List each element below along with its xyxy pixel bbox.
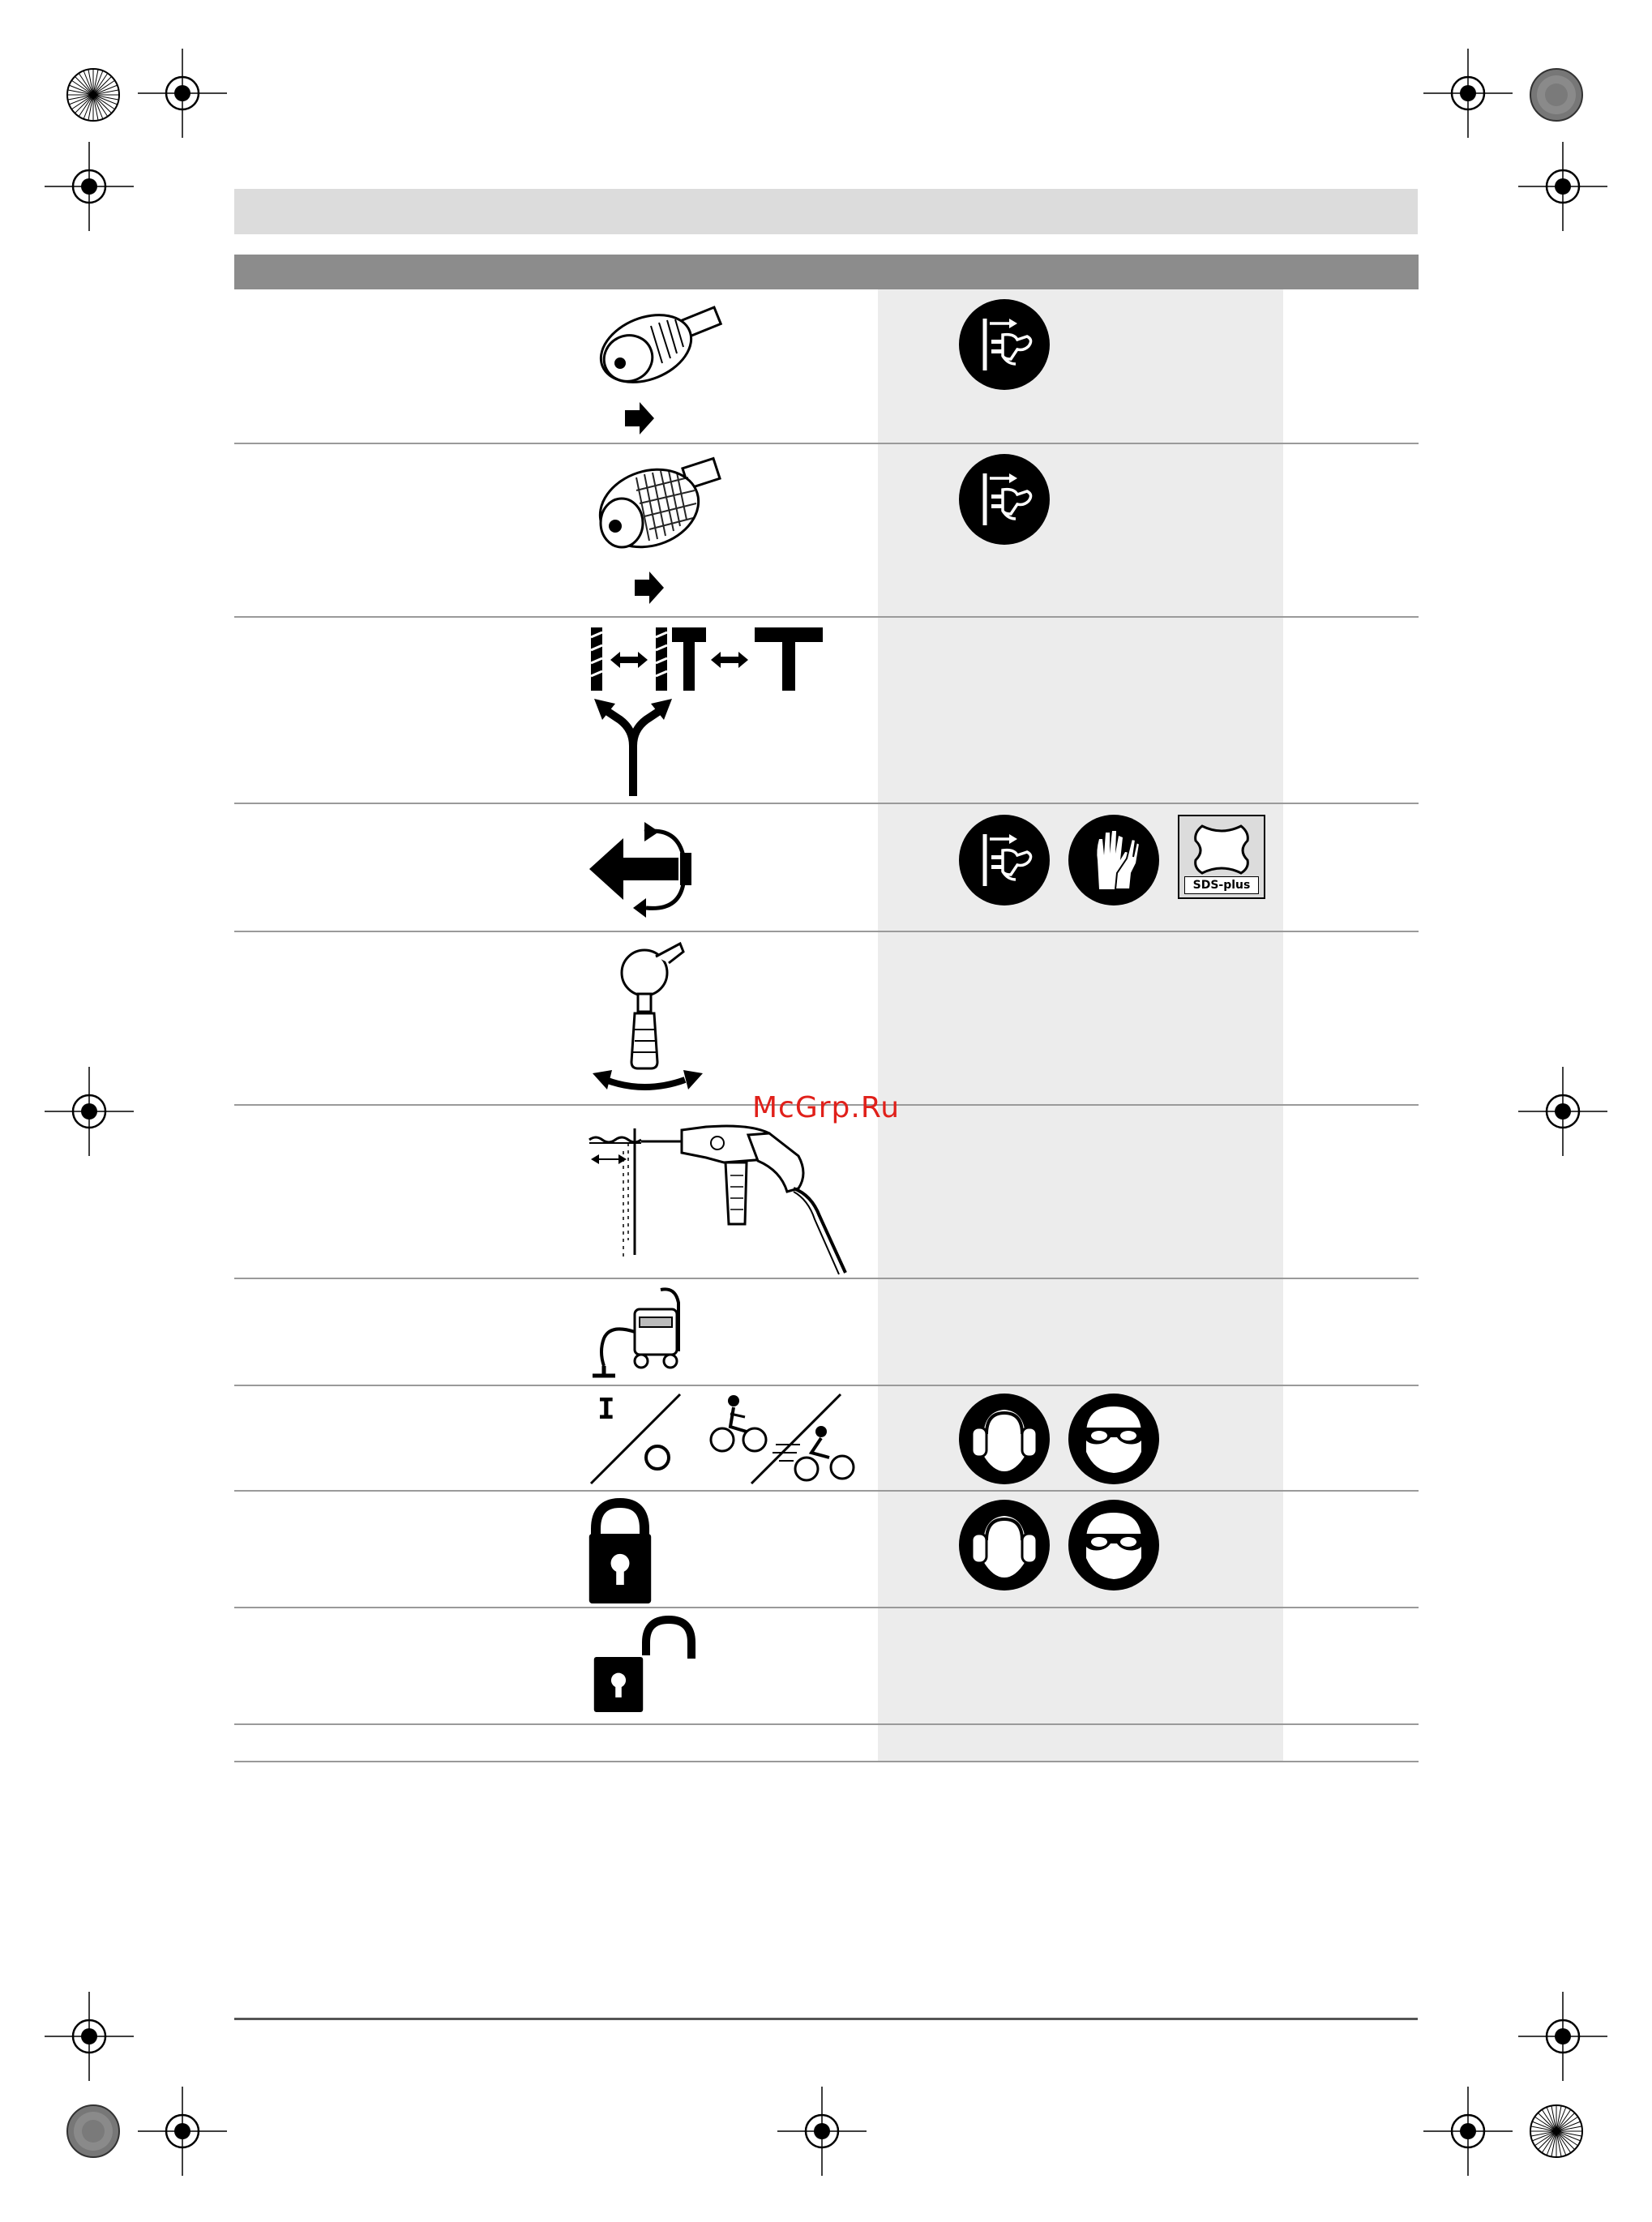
lock-closed-icon bbox=[588, 1498, 661, 1603]
ear-protection-icon bbox=[959, 1500, 1050, 1591]
grey-patch-icon bbox=[1528, 66, 1585, 123]
watermark: McGrp.Ru bbox=[752, 1091, 901, 1124]
auxiliary-handle-icon bbox=[588, 940, 709, 1094]
registration-mark-icon bbox=[41, 138, 138, 235]
ear-protection-icon bbox=[959, 1394, 1050, 1484]
registration-mark-icon bbox=[41, 1988, 138, 2085]
grey-patch-icon bbox=[65, 2103, 122, 2160]
on-off-switch-label: I bbox=[597, 1393, 615, 1426]
depth-stop-drill-icon bbox=[588, 1119, 851, 1277]
sds-plus-label: SDS-plus bbox=[1184, 876, 1259, 894]
insert-bit-rotate-icon bbox=[588, 811, 701, 928]
eye-protection-icon bbox=[1068, 1394, 1159, 1484]
unplug-icon bbox=[959, 815, 1050, 905]
header-band bbox=[234, 189, 1418, 234]
registration-mark-icon bbox=[134, 2083, 231, 2180]
dust-extractor-icon bbox=[588, 1285, 701, 1382]
gloves-icon bbox=[1068, 815, 1159, 905]
row-divider bbox=[234, 931, 1419, 932]
row-divider bbox=[234, 1607, 1419, 1608]
footer-rule bbox=[234, 2018, 1418, 2020]
keyless-drill-chuck-icon bbox=[588, 450, 734, 612]
row-divider bbox=[234, 1723, 1419, 1725]
lock-open-icon bbox=[588, 1615, 709, 1716]
registration-mark-icon bbox=[41, 1063, 138, 1160]
eye-protection-icon bbox=[1068, 1500, 1159, 1591]
registration-mark-icon bbox=[1514, 1988, 1611, 2085]
table-header-bar bbox=[234, 255, 1419, 289]
row-divider bbox=[234, 616, 1419, 618]
color-rosette-icon bbox=[65, 66, 122, 123]
unplug-icon bbox=[959, 454, 1050, 545]
row-divider bbox=[234, 1278, 1419, 1279]
row-divider bbox=[234, 1490, 1419, 1492]
keyed-drill-chuck-icon bbox=[588, 298, 734, 440]
registration-mark-icon bbox=[1514, 1063, 1611, 1160]
sds-plus-icon bbox=[1178, 815, 1265, 899]
row-divider bbox=[234, 803, 1419, 804]
tool-change-icon bbox=[588, 624, 831, 798]
color-rosette-icon bbox=[1528, 2103, 1585, 2160]
unplug-icon bbox=[959, 299, 1050, 390]
registration-mark-icon bbox=[1419, 2083, 1517, 2180]
row-divider bbox=[234, 443, 1419, 444]
registration-mark-icon bbox=[134, 45, 231, 142]
registration-mark-icon bbox=[1514, 138, 1611, 235]
registration-mark-icon bbox=[773, 2083, 871, 2180]
sds-shank-icon bbox=[1179, 818, 1264, 881]
row-divider bbox=[234, 1385, 1419, 1386]
registration-mark-icon bbox=[1419, 45, 1517, 142]
row-divider bbox=[234, 1761, 1419, 1762]
on-off-switch-icon bbox=[588, 1388, 871, 1489]
